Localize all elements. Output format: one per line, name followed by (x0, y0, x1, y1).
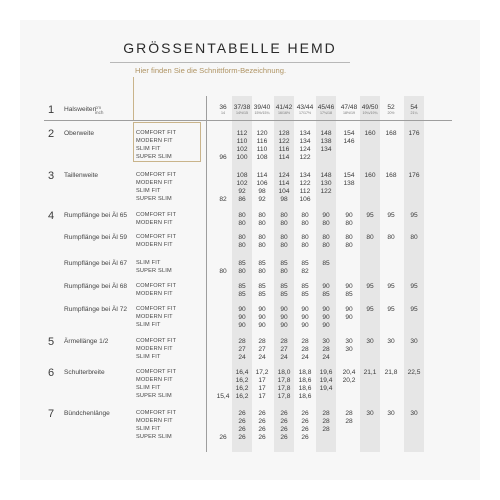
table-cell: 28 (238, 338, 246, 345)
table-cell: 28 (322, 346, 330, 353)
table-cell: 106 (299, 196, 311, 203)
measurement-label: Rumpflänge bei Äl 72 (64, 306, 128, 313)
table-cell: 27 (258, 346, 266, 353)
table-cell: 120 (256, 130, 268, 137)
table-cell: 85 (238, 291, 246, 298)
table-cell: 22,5 (407, 369, 421, 376)
row-number: 2 (48, 128, 55, 140)
size-label: 52 (387, 104, 395, 111)
table-cell: 26 (238, 410, 246, 417)
fit-name: COMFORT FIT (136, 212, 177, 218)
fit-name: MODERN FIT (136, 220, 173, 226)
fit-name: COMFORT FIT (136, 130, 177, 136)
table-cell: 128 (278, 130, 290, 137)
table-cell: 30 (410, 338, 418, 345)
size-inch-label: 15½/15¾ (254, 111, 270, 115)
table-cell: 80 (280, 212, 288, 219)
table-cell: 176 (408, 172, 420, 179)
table-cell: 90 (280, 314, 288, 321)
table-cell: 102 (236, 146, 248, 153)
table-cell: 80 (366, 234, 374, 241)
table-cell: 17,2 (255, 369, 269, 376)
table-cell: 108 (256, 154, 268, 161)
fit-name: COMFORT FIT (136, 369, 177, 375)
table-cell: 80 (280, 268, 288, 275)
table-cell: 18,6 (298, 385, 312, 392)
table-cell: 122 (299, 180, 311, 187)
table-cell: 80 (238, 242, 246, 249)
size-inch-label: 19¼/19¾ (362, 111, 378, 115)
table-cell: 30 (366, 410, 374, 417)
table-cell: 26 (280, 418, 288, 425)
table-cell: 90 (301, 306, 309, 313)
table-cell: 100 (236, 154, 248, 161)
measurement-label: Rumpflänge bei Äl 68 (64, 283, 128, 290)
size-header (379, 104, 403, 116)
table-cell: 21,8 (384, 369, 398, 376)
table-cell: 24 (301, 354, 309, 361)
table-cell: 26 (258, 418, 266, 425)
table-cell: 24 (280, 354, 288, 361)
size-header (402, 104, 426, 116)
size-label: 54 (410, 104, 418, 111)
row-number: 7 (48, 408, 55, 420)
table-cell: 30 (345, 338, 353, 345)
table-cell: 90 (345, 283, 353, 290)
table-cell: 80 (280, 220, 288, 227)
fit-name: SLIM FIT (136, 322, 161, 328)
table-cell: 20,2 (342, 377, 356, 384)
table-cell: 19,4 (319, 377, 333, 384)
table-cell: 148 (320, 172, 332, 179)
table-cell: 26 (301, 418, 309, 425)
table-cell: 98 (258, 188, 266, 195)
measurement-label: Taillenweite (64, 172, 99, 179)
fit-name: MODERN FIT (136, 138, 173, 144)
row-number: 5 (48, 336, 55, 348)
table-cell: 26 (219, 434, 227, 441)
table-cell: 80 (238, 268, 246, 275)
fit-name: SLIM FIT (136, 188, 161, 194)
table-cell: 28 (322, 418, 330, 425)
table-cell: 96 (219, 154, 227, 161)
table-cell: 24 (322, 354, 330, 361)
row-number: 1 (48, 104, 55, 116)
table-cell: 80 (258, 212, 266, 219)
table-cell: 134 (320, 146, 332, 153)
size-inch-label: 14½/15 (236, 111, 248, 115)
table-cell: 26 (238, 434, 246, 441)
table-cell: 26 (258, 410, 266, 417)
measurement-label: Ärmellänge 1/2 (64, 338, 109, 345)
table-cell: 90 (345, 314, 353, 321)
table-cell: 95 (410, 212, 418, 219)
table-cell: 80 (322, 220, 330, 227)
table-cell: 90 (322, 314, 330, 321)
table-cell: 26 (301, 410, 309, 417)
fit-name: COMFORT FIT (136, 234, 177, 240)
table-cell: 90 (238, 314, 246, 321)
header-divider (44, 120, 452, 121)
table-cell: 17,8 (277, 385, 291, 392)
table-cell: 130 (320, 180, 332, 187)
table-cell: 80 (410, 234, 418, 241)
table-cell: 95 (387, 306, 395, 313)
title-divider (110, 62, 350, 63)
table-cell: 16,2 (235, 377, 249, 384)
table-cell: 122 (278, 138, 290, 145)
table-cell: 85 (238, 260, 246, 267)
table-cell: 80 (387, 234, 395, 241)
table-cell: 110 (256, 146, 268, 153)
size-label: 39/40 (253, 104, 271, 111)
table-cell: 134 (299, 172, 311, 179)
fit-name: COMFORT FIT (136, 306, 177, 312)
size-inch-label: 17/17½ (299, 111, 311, 115)
measurement-label: Rumpflänge bei Äl 65 (64, 212, 128, 219)
fit-hint-connector (133, 77, 134, 121)
size-label: 41/42 (275, 104, 293, 111)
table-cell: 80 (258, 220, 266, 227)
table-cell: 124 (278, 172, 290, 179)
table-cell: 17,8 (277, 393, 291, 400)
table-cell: 116 (256, 138, 268, 145)
table-cell: 30 (387, 338, 395, 345)
table-cell: 17 (258, 393, 266, 400)
table-cell: 82 (219, 196, 227, 203)
table-cell: 28 (301, 346, 309, 353)
table-cell: 90 (322, 322, 330, 329)
fit-name: SUPER SLIM (136, 196, 172, 202)
table-cell: 26 (238, 418, 246, 425)
table-cell: 148 (320, 130, 332, 137)
fit-name: SLIM FIT (136, 146, 161, 152)
table-cell: 26 (258, 426, 266, 433)
table-cell: 16,4 (235, 369, 249, 376)
page-title: GRÖSSENTABELLE HEMD (123, 40, 337, 56)
table-cell: 90 (238, 322, 246, 329)
table-cell: 108 (236, 172, 248, 179)
fit-name: SLIM FIT (136, 426, 161, 432)
table-cell: 80 (238, 220, 246, 227)
table-cell: 124 (299, 146, 311, 153)
size-header (314, 104, 338, 116)
table-cell: 16,2 (235, 393, 249, 400)
size-label: 49/50 (361, 104, 379, 111)
table-cell: 17,8 (277, 377, 291, 384)
table-cell: 24 (258, 354, 266, 361)
measurement-label: Halsweiten (64, 106, 97, 113)
table-cell: 85 (322, 291, 330, 298)
table-cell: 154 (343, 172, 355, 179)
size-inch-label: 21¼ (410, 111, 418, 115)
fit-name: SUPER SLIM (136, 434, 172, 440)
table-cell: 85 (301, 283, 309, 290)
size-column-shade (360, 96, 380, 452)
table-cell: 85 (258, 260, 266, 267)
table-cell: 90 (345, 212, 353, 219)
size-column-shade (404, 96, 424, 452)
table-cell: 30 (410, 410, 418, 417)
fit-name: SUPER SLIM (136, 393, 172, 399)
size-label: 45/46 (317, 104, 335, 111)
table-cell: 95 (366, 283, 374, 290)
table-cell: 28 (258, 338, 266, 345)
table-cell: 26 (280, 410, 288, 417)
measurement-label: Rumpflänge bei Äl 59 (64, 234, 128, 241)
table-cell: 18,0 (277, 369, 291, 376)
size-inch-label: 18½/19 (343, 111, 355, 115)
row-number: 3 (48, 170, 55, 182)
table-cell: 20,4 (342, 369, 356, 376)
table-cell: 26 (238, 426, 246, 433)
table-cell: 90 (322, 306, 330, 313)
table-cell: 28 (322, 410, 330, 417)
table-cell: 30 (387, 410, 395, 417)
size-header (250, 104, 274, 116)
table-cell: 18,6 (298, 377, 312, 384)
size-label: 47/48 (340, 104, 358, 111)
table-cell: 85 (258, 283, 266, 290)
table-cell: 114 (278, 180, 290, 187)
size-label: 43/44 (296, 104, 314, 111)
value-column-divider (206, 96, 207, 452)
table-cell: 80 (301, 212, 309, 219)
table-cell: 30 (366, 338, 374, 345)
table-cell: 82 (301, 268, 309, 275)
table-cell: 27 (238, 346, 246, 353)
table-cell: 85 (301, 260, 309, 267)
fit-name: SUPER SLIM (136, 268, 172, 274)
table-cell: 18,8 (298, 369, 312, 376)
fit-name: MODERN FIT (136, 314, 173, 320)
table-cell: 92 (258, 196, 266, 203)
measurement-label: Oberweite (64, 130, 95, 137)
table-cell: 85 (238, 283, 246, 290)
fit-name: COMFORT FIT (136, 338, 177, 344)
table-cell: 80 (301, 242, 309, 249)
table-cell: 122 (320, 188, 332, 195)
table-cell: 21,1 (363, 369, 377, 376)
table-cell: 85 (280, 283, 288, 290)
table-cell: 19,6 (319, 369, 333, 376)
fit-name: MODERN FIT (136, 377, 173, 383)
table-cell: 80 (238, 234, 246, 241)
table-cell: 86 (238, 196, 246, 203)
table-cell: 102 (236, 180, 248, 187)
table-cell: 114 (256, 172, 268, 179)
table-cell: 138 (343, 180, 355, 187)
table-cell: 27 (280, 346, 288, 353)
table-cell: 160 (364, 130, 376, 137)
table-cell: 80 (219, 268, 227, 275)
table-cell: 17 (258, 385, 266, 392)
table-cell: 116 (278, 146, 290, 153)
table-cell: 80 (280, 234, 288, 241)
table-cell: 90 (258, 322, 266, 329)
fit-hint-text: Hier finden Sie die Schnittform-Bezeichnung. (135, 66, 287, 75)
table-cell: 80 (301, 234, 309, 241)
table-cell: 90 (345, 306, 353, 313)
row-number: 4 (48, 210, 55, 222)
table-cell: 80 (345, 242, 353, 249)
table-cell: 19,4 (319, 385, 333, 392)
table-cell: 90 (258, 306, 266, 313)
table-cell: 80 (322, 242, 330, 249)
table-cell: 154 (343, 130, 355, 137)
table-cell: 90 (301, 314, 309, 321)
fit-name: SLIM FIT (136, 385, 161, 391)
fit-name: MODERN FIT (136, 180, 173, 186)
size-inch-label: 14 (221, 111, 225, 115)
table-cell: 85 (301, 291, 309, 298)
table-cell: 30 (345, 346, 353, 353)
fit-name: SLIM FIT (136, 354, 161, 360)
table-cell: 110 (236, 138, 248, 145)
table-cell: 15,4 (216, 393, 230, 400)
size-label: 37/38 (233, 104, 251, 111)
table-cell: 95 (410, 306, 418, 313)
measurement-label: Rumpflänge bei Äl 67 (64, 260, 128, 267)
table-cell: 95 (387, 283, 395, 290)
table-cell: 90 (258, 314, 266, 321)
table-cell: 112 (236, 130, 248, 137)
table-cell: 80 (322, 234, 330, 241)
table-cell: 134 (299, 138, 311, 145)
fit-name: MODERN FIT (136, 242, 173, 248)
fit-name: SLIM FIT (136, 260, 161, 266)
table-cell: 28 (345, 410, 353, 417)
table-cell: 134 (299, 130, 311, 137)
table-cell: 30 (322, 338, 330, 345)
table-cell: 160 (364, 172, 376, 179)
table-cell: 90 (280, 322, 288, 329)
table-cell: 24 (238, 354, 246, 361)
table-cell: 85 (280, 260, 288, 267)
size-label: 36 (219, 104, 227, 111)
table-cell: 16,2 (235, 385, 249, 392)
measurement-label: Schulterbreite (64, 369, 105, 376)
table-cell: 85 (345, 291, 353, 298)
table-cell: 95 (366, 212, 374, 219)
fit-name: MODERN FIT (136, 291, 173, 297)
table-cell: 90 (322, 283, 330, 290)
table-cell: 18,6 (298, 393, 312, 400)
table-cell: 95 (366, 306, 374, 313)
measurement-label: Bündchenlänge (64, 410, 110, 417)
table-cell: 80 (258, 268, 266, 275)
table-cell: 95 (410, 283, 418, 290)
table-cell: 98 (280, 196, 288, 203)
unit-label: cm inch (95, 105, 104, 115)
table-cell: 114 (278, 154, 290, 161)
table-cell: 92 (238, 188, 246, 195)
table-cell: 26 (258, 434, 266, 441)
table-cell: 122 (299, 154, 311, 161)
table-cell: 26 (301, 434, 309, 441)
fit-name: MODERN FIT (136, 346, 173, 352)
table-cell: 85 (280, 291, 288, 298)
table-cell: 28 (345, 418, 353, 425)
table-cell: 80 (280, 242, 288, 249)
table-cell: 28 (322, 426, 330, 433)
fit-name: COMFORT FIT (136, 172, 177, 178)
table-cell: 90 (301, 322, 309, 329)
table-cell: 112 (299, 188, 311, 195)
table-cell: 26 (280, 434, 288, 441)
table-cell: 26 (280, 426, 288, 433)
table-cell: 26 (301, 426, 309, 433)
table-cell: 104 (278, 188, 290, 195)
table-cell: 80 (238, 212, 246, 219)
table-cell: 17 (258, 377, 266, 384)
fit-name: COMFORT FIT (136, 410, 177, 416)
table-cell: 80 (258, 234, 266, 241)
table-cell: 168 (385, 172, 397, 179)
table-cell: 85 (322, 260, 330, 267)
fit-name: COMFORT FIT (136, 283, 177, 289)
table-cell: 95 (387, 212, 395, 219)
table-cell: 80 (345, 220, 353, 227)
table-cell: 28 (301, 338, 309, 345)
row-number: 6 (48, 367, 55, 379)
table-cell: 80 (258, 242, 266, 249)
table-cell: 146 (343, 138, 355, 145)
table-cell: 28 (280, 338, 288, 345)
table-cell: 90 (280, 306, 288, 313)
table-cell: 80 (345, 234, 353, 241)
table-cell: 90 (322, 212, 330, 219)
fit-name: MODERN FIT (136, 418, 173, 424)
table-cell: 138 (320, 138, 332, 145)
table-cell: 106 (256, 180, 268, 187)
fit-name: SUPER SLIM (136, 154, 172, 160)
table-cell: 80 (301, 220, 309, 227)
size-inch-label: 16/16½ (278, 111, 290, 115)
size-inch-label: 20½ (387, 111, 395, 115)
size-inch-label: 17¾/18 (320, 111, 332, 115)
table-cell: 168 (385, 130, 397, 137)
table-cell: 90 (238, 306, 246, 313)
table-cell: 85 (258, 291, 266, 298)
table-cell: 176 (408, 130, 420, 137)
